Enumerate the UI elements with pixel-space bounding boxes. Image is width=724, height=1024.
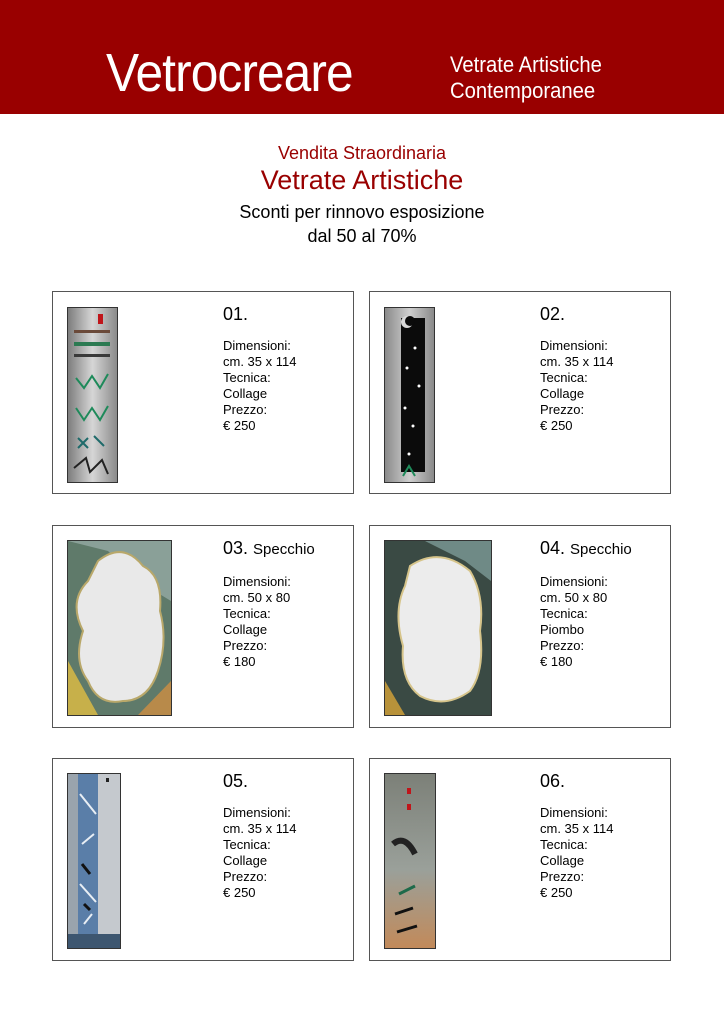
product-number [540,304,613,324]
technique-value: Piombo [540,622,585,637]
product-info-04 [540,538,632,670]
price-label: Prezzo: [540,638,585,653]
dimensions-value: cm. 35 x 114 [223,821,297,836]
product-info-02 [540,304,613,434]
dimensions-value: cm. 50 x 80 [540,590,608,605]
discount-text: Sconti per rinnovo esposizione [239,202,485,222]
product-number-value: 02. [540,304,566,324]
product-card-04[interactable] [369,525,671,728]
dimensions-label: Dimensioni: [540,338,608,353]
dimensions-label: Dimensioni: [540,805,608,820]
product-number-value: 05. [223,771,249,791]
discount-range: dal 50 al 70% [307,226,417,246]
product-photo-01[interactable] [67,307,118,483]
price-label: Prezzo: [223,869,268,884]
product-card-06[interactable] [369,758,671,961]
product-photo-04[interactable] [384,540,492,716]
dimensions-value: cm. 50 x 80 [223,590,291,605]
product-card-05[interactable] [52,758,354,961]
header-banner [0,0,724,114]
product-card-01[interactable] [52,291,354,494]
technique-label: Tecnica: [223,606,271,621]
dimensions-value: cm. 35 x 114 [540,354,614,369]
technique-label: Tecnica: [540,606,588,621]
price-value: € 250 [540,885,573,900]
technique-value: Collage [540,386,585,401]
product-number [223,304,296,324]
price-label: Prezzo: [540,402,585,417]
product-number [540,771,613,791]
price-value: € 250 [223,885,256,900]
product-number-value: 01. [223,304,249,324]
product-info-01 [223,304,296,434]
product-number [540,538,632,560]
tagline-line-1: Vetrate Artistiche [450,52,602,77]
technique-value: Collage [223,622,268,637]
product-number-value: 06. [540,771,566,791]
product-number [223,538,315,560]
price-value: € 250 [540,418,573,433]
dimensions-value: cm. 35 x 114 [223,354,297,369]
price-value: € 180 [223,654,256,669]
product-type: Specchio [570,541,632,558]
dimensions-label: Dimensioni: [540,574,608,589]
technique-value: Collage [540,853,585,868]
product-number-value: 03. [223,538,249,558]
technique-label: Tecnica: [540,837,588,852]
sale-subtitle: Vendita Straordinaria [277,143,447,163]
price-value: € 250 [223,418,256,433]
product-photo-03[interactable] [67,540,172,716]
technique-value: Collage [223,386,268,401]
product-type: Specchio [253,541,315,558]
product-photo-05[interactable] [67,773,121,949]
dimensions-label: Dimensioni: [223,805,291,820]
product-number [223,771,296,791]
dimensions-value: cm. 35 x 114 [540,821,614,836]
price-label: Prezzo: [540,869,585,884]
product-number-value: 04. [540,538,566,558]
price-value: € 180 [540,654,573,669]
product-info-03 [223,538,315,670]
price-label: Prezzo: [223,402,268,417]
brand-tagline [450,52,602,104]
product-info-06 [540,771,613,901]
product-photo-06[interactable] [384,773,436,949]
brand-title: Vetrocreare [106,43,353,103]
sale-title: Vetrate Artistiche [260,165,464,195]
technique-label: Tecnica: [223,370,271,385]
product-photo-02[interactable] [384,307,435,483]
dimensions-label: Dimensioni: [223,338,291,353]
product-card-03[interactable] [52,525,354,728]
dimensions-label: Dimensioni: [223,574,291,589]
technique-value: Collage [223,853,268,868]
technique-label: Tecnica: [223,837,271,852]
product-card-02[interactable] [369,291,671,494]
tagline-line-2: Contemporanee [450,78,596,103]
technique-label: Tecnica: [540,370,588,385]
product-info-05 [223,771,296,901]
price-label: Prezzo: [223,638,268,653]
